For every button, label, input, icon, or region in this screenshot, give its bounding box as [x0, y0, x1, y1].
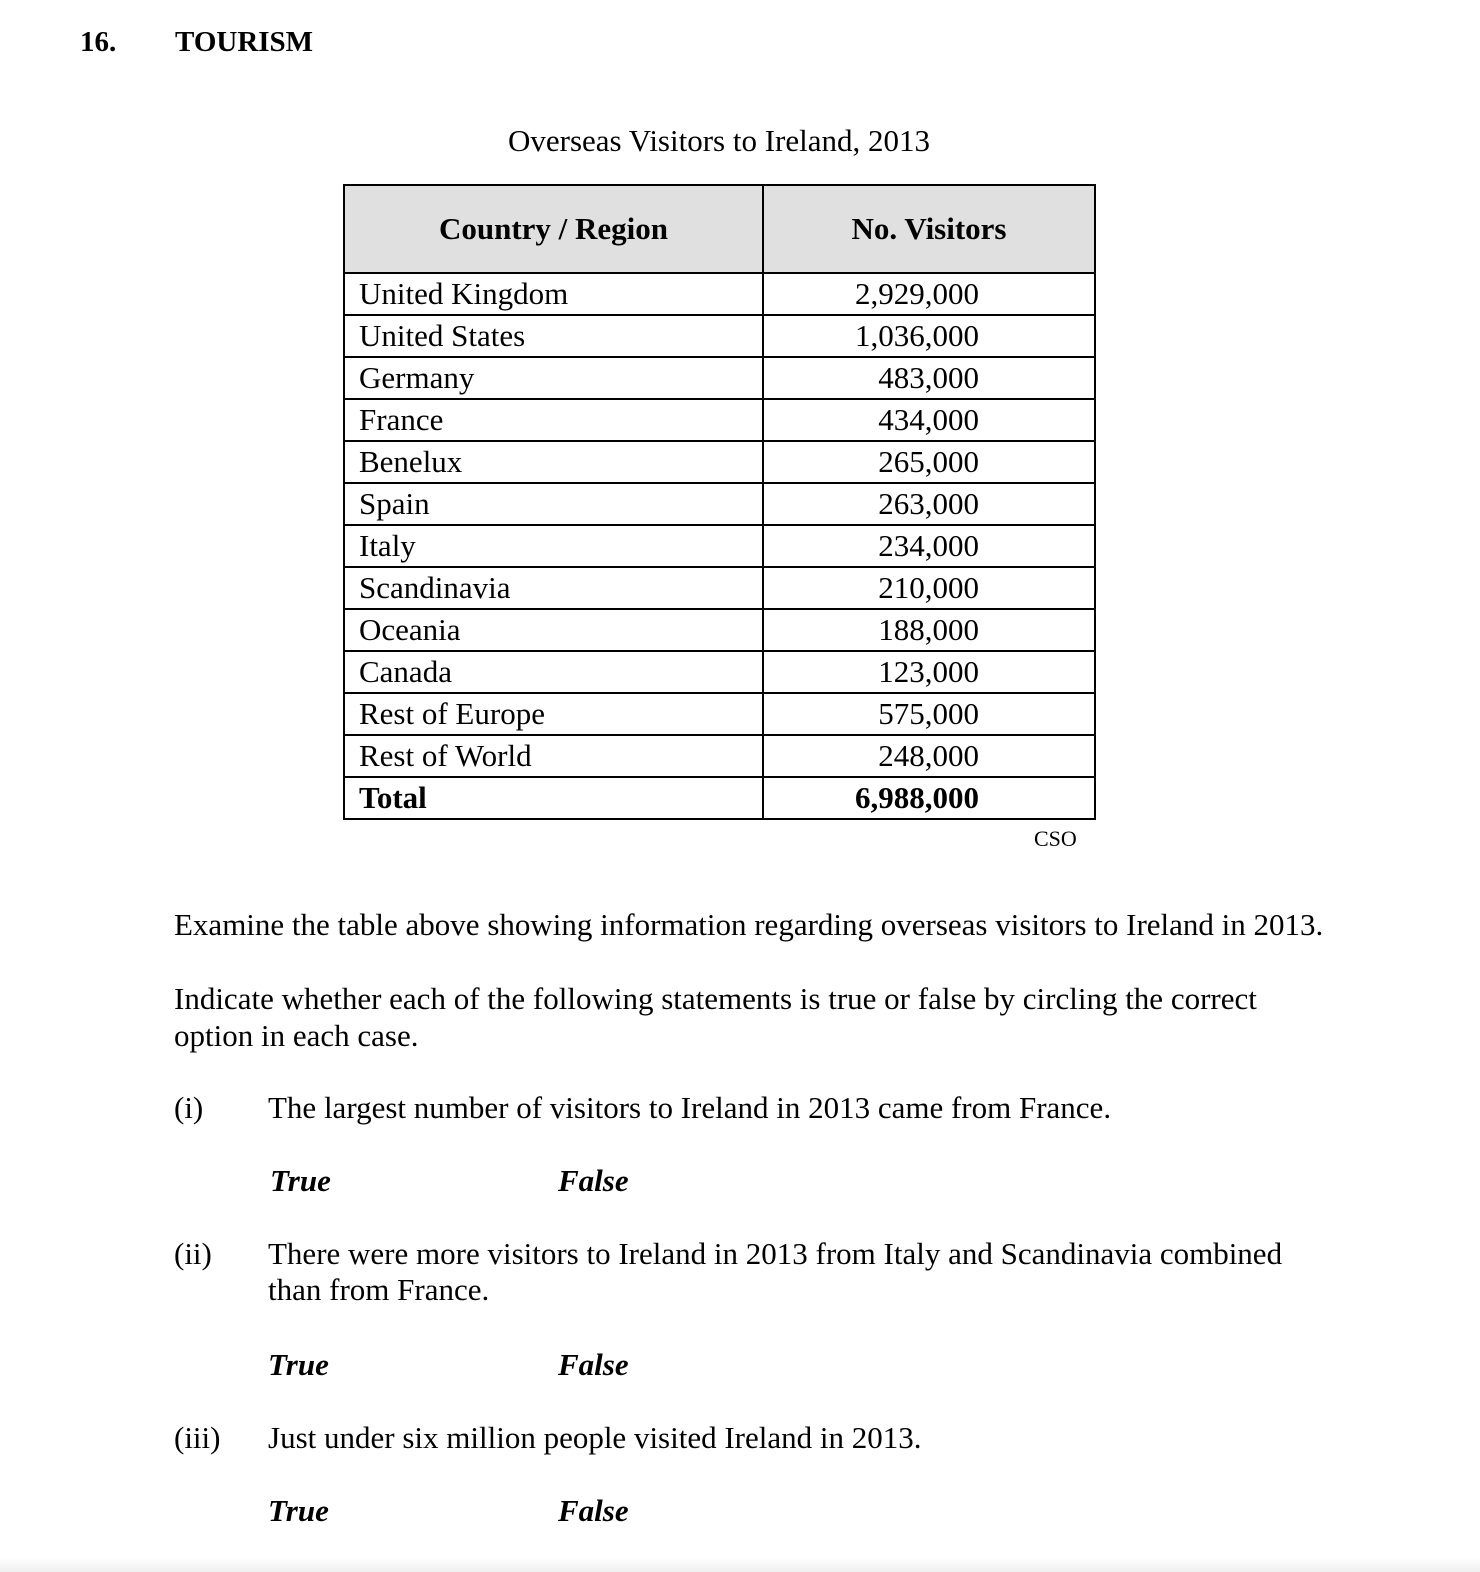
- country-cell: Benelux: [344, 441, 763, 483]
- table-row: [344, 651, 1095, 693]
- visitors-cell: 483,000: [763, 357, 1095, 399]
- country-cell: Germany: [344, 357, 763, 399]
- table-row: [344, 357, 1095, 399]
- country-cell: Canada: [344, 651, 763, 693]
- page-bottom-edge: [0, 1558, 1480, 1572]
- visitors-cell: 210,000: [763, 567, 1095, 609]
- country-cell: United States: [344, 315, 763, 357]
- country-cell: Italy: [344, 525, 763, 567]
- examine-instruction: Examine the table above showing information regarding overseas visitors to Ireland in 2013.: [174, 907, 1324, 942]
- table-row: [344, 567, 1095, 609]
- table-row: [344, 483, 1095, 525]
- table-row: [344, 693, 1095, 735]
- table-caption: Overseas Visitors to Ireland, 2013: [507, 123, 930, 158]
- item-label-iii: (iii): [174, 1420, 221, 1455]
- question-title: TOURISM: [175, 26, 314, 58]
- header-country: Country / Region: [344, 185, 763, 273]
- table-row: [344, 735, 1095, 777]
- visitors-cell: 263,000: [763, 483, 1095, 525]
- table-row: [344, 315, 1095, 357]
- total-value: 6,988,000: [763, 777, 1095, 819]
- question-number: 16.: [80, 26, 117, 58]
- item-text-i: The largest number of visitors to Ireland in 2013 came from France.: [268, 1090, 1112, 1125]
- item-label-i: (i): [174, 1090, 204, 1125]
- country-cell: France: [344, 399, 763, 441]
- item-text-iii: Just under six million people visited Ireland in 2013.: [268, 1420, 922, 1455]
- visitors-cell: 248,000: [763, 735, 1095, 777]
- table-row: [344, 525, 1095, 567]
- table-row: [344, 399, 1095, 441]
- table-row: [344, 441, 1095, 483]
- option-true-i[interactable]: True: [270, 1163, 331, 1198]
- visitors-cell: 123,000: [763, 651, 1095, 693]
- indicate-instruction: Indicate whether each of the following statements is true or false by circling the correct option in each case.: [174, 981, 1257, 1053]
- option-false-iii[interactable]: False: [558, 1493, 629, 1528]
- table-row: [344, 273, 1095, 315]
- visitors-table: [343, 184, 1096, 820]
- table-source: CSO: [1034, 826, 1077, 851]
- item-label-ii: (ii): [174, 1236, 212, 1271]
- country-cell: Oceania: [344, 609, 763, 651]
- visitors-cell: 575,000: [763, 693, 1095, 735]
- country-cell: Rest of Europe: [344, 693, 763, 735]
- total-label: Total: [344, 777, 763, 819]
- option-true-ii[interactable]: True: [268, 1347, 329, 1382]
- visitors-cell: 188,000: [763, 609, 1095, 651]
- country-cell: Spain: [344, 483, 763, 525]
- visitors-cell: 1,036,000: [763, 315, 1095, 357]
- option-false-ii[interactable]: False: [558, 1347, 629, 1382]
- table-header-row: [344, 185, 1095, 273]
- country-cell: Rest of World: [344, 735, 763, 777]
- header-visitors: No. Visitors: [763, 185, 1095, 273]
- visitors-cell: 234,000: [763, 525, 1095, 567]
- option-true-iii[interactable]: True: [268, 1493, 329, 1528]
- option-false-i[interactable]: False: [558, 1163, 629, 1198]
- visitors-cell: 2,929,000: [763, 273, 1095, 315]
- item-text-ii: There were more visitors to Ireland in 2013 from Italy and Scandinavia combined than from France.: [268, 1236, 1283, 1307]
- country-cell: United Kingdom: [344, 273, 763, 315]
- country-cell: Scandinavia: [344, 567, 763, 609]
- visitors-cell: 265,000: [763, 441, 1095, 483]
- visitors-cell: 434,000: [763, 399, 1095, 441]
- table-row: [344, 609, 1095, 651]
- total-row: [344, 777, 1095, 819]
